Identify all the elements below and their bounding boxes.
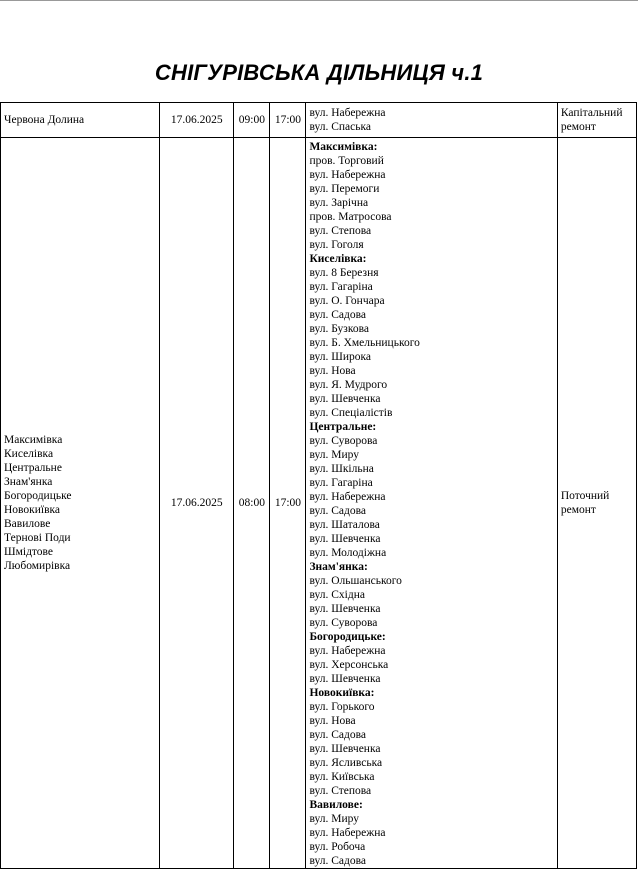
work-type: [561, 489, 633, 517]
street-name: вул. Гоголя: [309, 239, 364, 251]
street-name: вул. Ольшанського: [309, 575, 402, 587]
street-name: вул. Зарічна: [309, 197, 369, 209]
street-name: вул. Нова: [309, 715, 356, 727]
street-group-heading: Кисeлівка:: [309, 253, 367, 265]
settlement-name: Тернові Поди: [4, 532, 71, 544]
settlement-name: Любомирівка: [4, 560, 71, 572]
street-group-heading: Вавилове:: [309, 799, 363, 811]
street-name: вул. Степова: [309, 225, 372, 237]
street-name: вул. Молодіжна: [309, 547, 387, 559]
work-type-cell: [557, 103, 636, 138]
work-type-line: Капітальний: [560, 107, 623, 119]
end-time-cell: 17:00: [270, 103, 306, 138]
street-name: вул. Шевченка: [309, 393, 381, 405]
date-cell: 17.06.2025: [160, 103, 234, 138]
work-type-line: ремонт: [560, 121, 596, 133]
street-group-heading: Новокиївка:: [309, 687, 375, 699]
street-name: пров. Матросова: [309, 211, 392, 223]
street-name: вул. Горького: [309, 701, 375, 713]
street-group-heading: Богородицьке:: [309, 631, 386, 643]
street-name: вул. Степова: [309, 785, 372, 797]
street-name: вул. Спеціалістів: [309, 407, 393, 419]
street-name: вул. Шевченка: [309, 603, 381, 615]
start-time-cell: 09:00: [234, 103, 270, 138]
street-name: вул. Бузкова: [309, 323, 369, 335]
street-name: вул. Садова: [309, 729, 366, 741]
settlement-name: Шмідтове: [4, 546, 54, 558]
street-list: [309, 106, 553, 134]
street-name: вул. Набережна: [309, 491, 386, 503]
settlement-name: Киселівка: [4, 448, 54, 460]
street-name: вул. Широка: [309, 351, 371, 363]
street-name: вул. Перемоги: [309, 183, 380, 195]
streets-cell: [306, 138, 557, 869]
end-time-cell: 17:00: [270, 138, 306, 869]
street-name: вул. 8 Березня: [309, 267, 379, 279]
settlements-cell: [1, 138, 160, 869]
street-name: вул. Я. Мудрого: [309, 379, 388, 391]
street-name: вул. Гагаріна: [309, 281, 373, 293]
street-group-heading: Максимівка:: [309, 141, 378, 153]
settlement-name: Червона Долина: [4, 114, 85, 126]
street-name: вул. Б. Хмельницького: [309, 337, 420, 349]
start-time-cell: 08:00: [234, 138, 270, 869]
settlement-list: [4, 113, 156, 127]
street-name: вул. Нова: [309, 365, 356, 377]
date-cell: 17.06.2025: [160, 138, 234, 869]
street-name: вул. Садова: [309, 505, 366, 517]
street-name: вул. Херсонська: [309, 659, 389, 671]
street-name: вул. Миру: [309, 449, 359, 461]
street-name: вул. О. Гончара: [309, 295, 385, 307]
street-groups: [309, 140, 553, 868]
street-name: вул. Суворова: [309, 617, 378, 629]
settlement-name: Знам'янка: [4, 476, 53, 488]
work-type-line: ремонт: [560, 504, 596, 516]
street-name: вул. Шаталова: [309, 519, 380, 531]
street-name: вул. Шевченка: [309, 743, 381, 755]
work-type-cell: [557, 138, 636, 869]
settlement-list: [4, 433, 156, 573]
street-name: вул. Миру: [309, 813, 359, 825]
street-name: вул. Східна: [309, 589, 365, 601]
work-type: [561, 106, 633, 134]
street-name: вул. Гагаріна: [309, 477, 373, 489]
street-name: вул. Набережна: [309, 827, 386, 839]
settlements-cell: [1, 103, 160, 138]
street-name: вул. Садова: [309, 855, 366, 867]
streets-cell: [306, 103, 557, 138]
settlement-name: Богородицьке: [4, 490, 72, 502]
street-name: вул. Суворова: [309, 435, 378, 447]
street-group-heading: Знам'янка:: [309, 561, 368, 573]
street-name: вул. Набережна: [309, 645, 386, 657]
street-name: вул. Київська: [309, 771, 375, 783]
page-title: СНІГУРІВСЬКА ДІЛЬНИЦЯ ч.1: [154, 60, 484, 85]
street-group-heading: Центральне:: [309, 421, 377, 433]
street-name: вул. Шевченка: [309, 533, 381, 545]
street-name: вул. Шевченка: [309, 673, 381, 685]
outage-schedule-table: [0, 102, 637, 869]
street-name: вул. Набережна: [309, 169, 386, 181]
page-top-border: [0, 0, 638, 1]
table-row: [1, 138, 637, 869]
work-type-line: Поточний: [560, 490, 610, 502]
settlement-name: Центральне: [4, 462, 62, 474]
street-name: вул. Робоча: [309, 841, 366, 853]
street-name: вул. Яcливська: [309, 757, 383, 769]
street-name: вул. Спаська: [309, 121, 372, 133]
settlement-name: Новокиївка: [4, 504, 61, 516]
settlement-name: Вавилове: [4, 518, 51, 530]
table-row: [1, 103, 637, 138]
street-name: вул. Садова: [309, 309, 366, 321]
street-name: вул. Набережна: [309, 107, 386, 119]
street-name: вул. Шкільна: [309, 463, 374, 475]
settlement-name: Максимівка: [4, 434, 63, 446]
street-name: пров. Торговий: [309, 155, 384, 167]
